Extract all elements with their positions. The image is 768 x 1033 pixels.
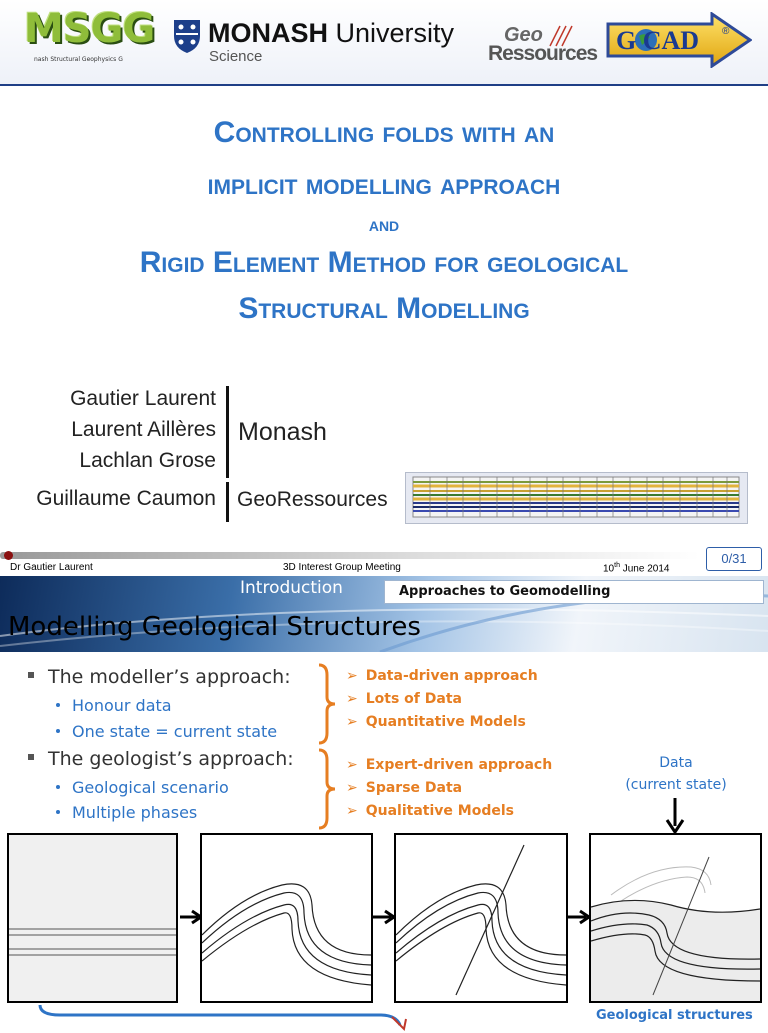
bullet-geologist-approach: The geologist’s approach: [28,748,294,770]
progress-marker [4,551,13,560]
subsection-label: Approaches to Geomodelling [399,584,611,599]
slide-footer-bar [0,546,768,577]
title-line-3: Rigid Element Method for geological [139,246,629,279]
flat-layers-image [9,835,176,1001]
monash-faculty: Science [209,48,263,65]
sub-bullet: Honour data [56,696,172,715]
trait-item: ➢ Quantitative Models [346,714,526,730]
affiliation-monash: Monash [238,418,327,446]
affiliation-divider [226,386,229,478]
slide-header [0,576,768,652]
content-slide [0,546,768,1024]
subsection-box [384,580,764,604]
meeting-name: 3D Interest Group Meeting [283,562,401,573]
affiliation-georessources: GeoRessources [237,488,388,511]
trait-item: ➢ Data-driven approach [346,668,538,684]
geo-logo-line1: Geo [504,24,543,46]
slide-title: Modelling Geological Structures [8,612,421,642]
sub-bullet: One state = current state [56,722,277,741]
slide-content [0,656,768,1026]
bullet-modeller-approach: The modeller’s approach: [28,666,291,688]
geo-logo-line2: Ressources [488,42,598,65]
trait-item: ➢ Qualitative Models [346,803,514,819]
stage-panel-folded [200,833,373,1003]
folded-layers-image [202,835,371,1001]
author-name: Lachlan Grose [79,449,216,472]
data-label: Data (current state) [625,755,727,793]
gocad-logo [606,12,752,68]
sub-bullet: Geological scenario [56,778,229,797]
presenter-name: Dr Gautier Laurent [10,562,93,573]
progress-track [0,552,700,559]
geological-structures-label: Geological structures [596,1008,753,1023]
meeting-date: 10th June 2014 [603,562,670,575]
georessources-logo [488,24,598,70]
title-line-4: Structural Modelling [238,292,530,325]
logo-bar [0,0,768,86]
author-name: Guillaume Caumon [36,487,216,510]
stage-panel-eroded [589,833,762,1003]
faulted-layers-image [396,835,566,1001]
gocad-logo-mark: ® [722,26,730,37]
trait-item: ➢ Sparse Data [346,780,463,796]
msgg-logo-text: MSGG [24,6,155,52]
title-and: and [368,214,400,236]
author-name: Laurent Aillères [71,418,216,441]
gocad-logo-text: G CAD [616,26,700,55]
layered-grid-model-image [405,472,748,524]
curly-brace-icon [315,663,339,745]
monash-shield-icon [172,18,202,54]
trait-item: ➢ Lots of Data [346,691,462,707]
msgg-logo-subtitle: nash Structural Geophysics G [34,56,123,63]
eroded-layers-image [591,835,760,1001]
section-label: Introduction [240,578,343,598]
stage-panel-initial [7,833,178,1003]
monash-name: MONASH University [208,18,455,48]
author-name: Gautier Laurent [70,387,216,410]
footer-text [0,562,700,574]
title-line-2: implicit modelling approach [207,168,561,201]
bottom-brace-icon [0,1003,600,1033]
curly-brace-icon [315,748,339,830]
monash-logo [172,18,472,70]
msgg-logo [22,6,155,72]
down-arrow-icon [660,796,690,836]
trait-item: ➢ Expert-driven approach [346,757,553,773]
title-line-1: Controlling folds with an [213,116,555,149]
page-number: 0/31 [706,547,762,571]
stage-panel-faulted [394,833,568,1003]
affiliation-divider [226,482,229,522]
sub-bullet: Multiple phases [56,803,197,822]
